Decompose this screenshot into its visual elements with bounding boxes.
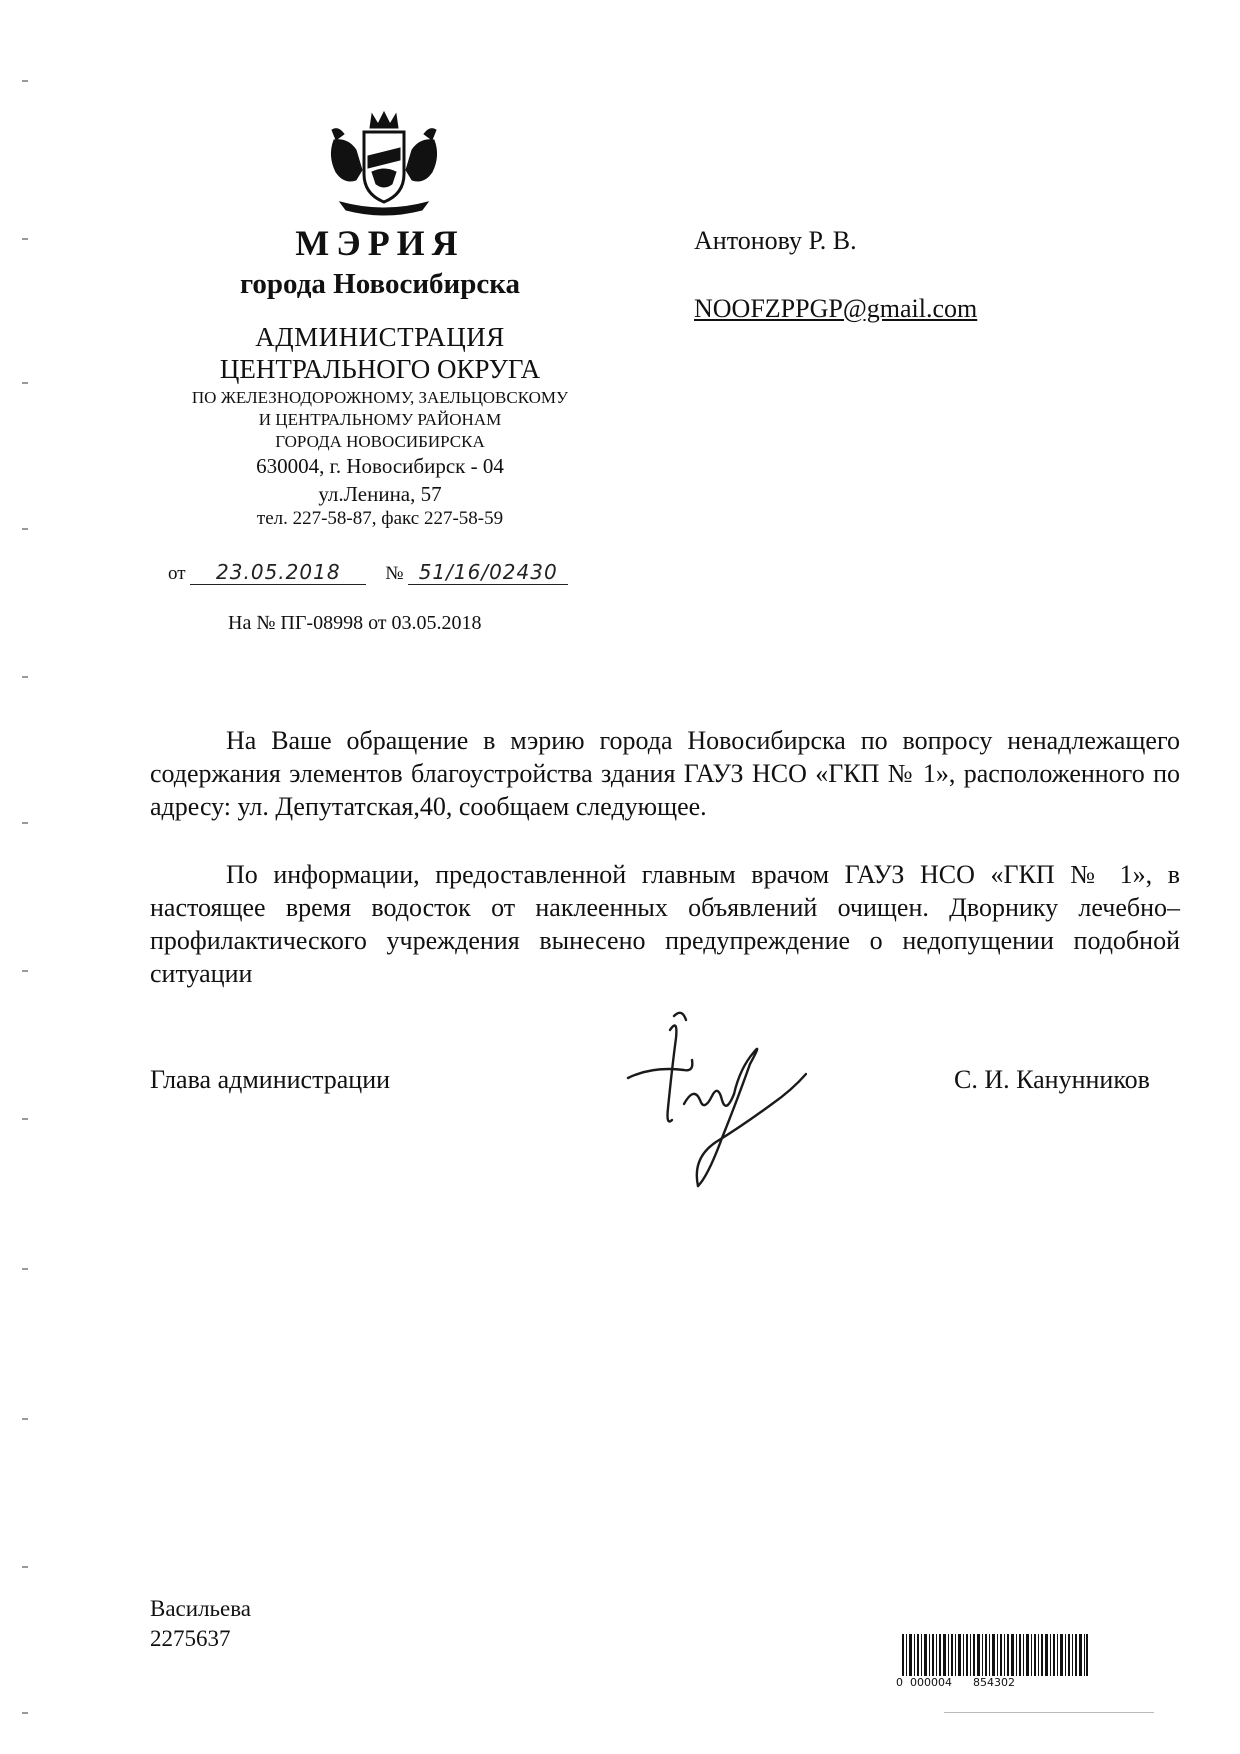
letterhead-city: города Новосибирска bbox=[239, 268, 521, 300]
letterhead-admin-line2: ЦЕНТРАЛЬНОГО ОКРУГА bbox=[219, 354, 541, 384]
scan-mark bbox=[22, 1418, 28, 1420]
date-value: 23.05.2018 bbox=[190, 560, 366, 585]
executor-name: Васильева bbox=[150, 1596, 252, 1621]
reply-reference: На № ПГ-08998 от 03.05.2018 bbox=[228, 612, 482, 634]
reference-line bbox=[168, 560, 568, 585]
body-paragraph: На Ваше обращение в мэрию города Новосибирска по вопросу ненадлежащего содержания элементов благоустройства здания ГАУЗ НСО «ГКП № 1», расположенного по адресу: ул. Депутатская,40, сообщаем следующее. bbox=[150, 726, 1180, 821]
scan-mark bbox=[22, 1268, 28, 1270]
barcode-digits bbox=[896, 1676, 1116, 1689]
signer-name: С. И. Канунников bbox=[954, 1065, 1150, 1094]
letterhead-title: МЭРИЯ bbox=[295, 223, 465, 263]
letterhead-phone-line: тел. 227-58-87, факс 227-58-59 bbox=[256, 508, 504, 529]
signature-icon bbox=[622, 1008, 807, 1190]
letterhead-sub-line1: ПО ЖЕЛЕЗНОДОРОЖНОМУ, ЗАЕЛЬЦОВСКОМУ bbox=[191, 388, 569, 407]
scan-mark bbox=[22, 1118, 28, 1120]
signer-position: Глава администрации bbox=[150, 1065, 391, 1094]
scan-mark bbox=[22, 528, 28, 530]
barcode-digits-right: 854302 bbox=[972, 1676, 1015, 1689]
barcode-digits-left: 0 bbox=[896, 1676, 903, 1689]
scan-mark bbox=[22, 1566, 28, 1568]
date-label: от bbox=[168, 563, 186, 584]
scan-mark bbox=[22, 970, 28, 972]
recipient-name: Антонову Р. В. bbox=[694, 226, 857, 255]
letterhead-sub-line3: ГОРОДА НОВОСИБИРСКА bbox=[275, 432, 485, 451]
scan-mark bbox=[22, 80, 28, 82]
number-value: 51/16/02430 bbox=[408, 560, 568, 585]
barcode-icon bbox=[902, 1634, 1088, 1676]
letterhead-admin-line1: АДМИНИСТРАЦИЯ bbox=[255, 322, 505, 352]
executor-phone: 2275637 bbox=[150, 1626, 231, 1651]
scan-mark bbox=[22, 382, 28, 384]
scan-rule bbox=[944, 1712, 1154, 1713]
barcode-digits-middle: 000004 bbox=[910, 1676, 952, 1689]
scan-mark bbox=[22, 676, 28, 678]
recipient-email: NOOFZPPGP@gmail.com bbox=[694, 294, 978, 323]
letterhead-sub-line2: И ЦЕНТРАЛЬНОМУ РАЙОНАМ bbox=[258, 410, 502, 429]
letterhead-address-line1: 630004, г. Новосибирск - 04 bbox=[256, 454, 504, 478]
coat-of-arms-icon bbox=[322, 110, 446, 220]
body-paragraph: По информации, предоставленной главным врачом ГАУЗ НСО «ГКП № 1», в настоящее время водосток от наклеенных объявлений очищен. Дворнику лечебно–профилактического учреждения вынесено предупреждение о недопущении подобной ситуации bbox=[150, 860, 1180, 988]
scan-mark bbox=[22, 1712, 28, 1714]
letterhead-address-line2: ул.Ленина, 57 bbox=[318, 482, 442, 506]
number-label: № bbox=[385, 563, 404, 584]
scan-mark bbox=[22, 238, 28, 240]
scan-mark bbox=[22, 822, 28, 824]
